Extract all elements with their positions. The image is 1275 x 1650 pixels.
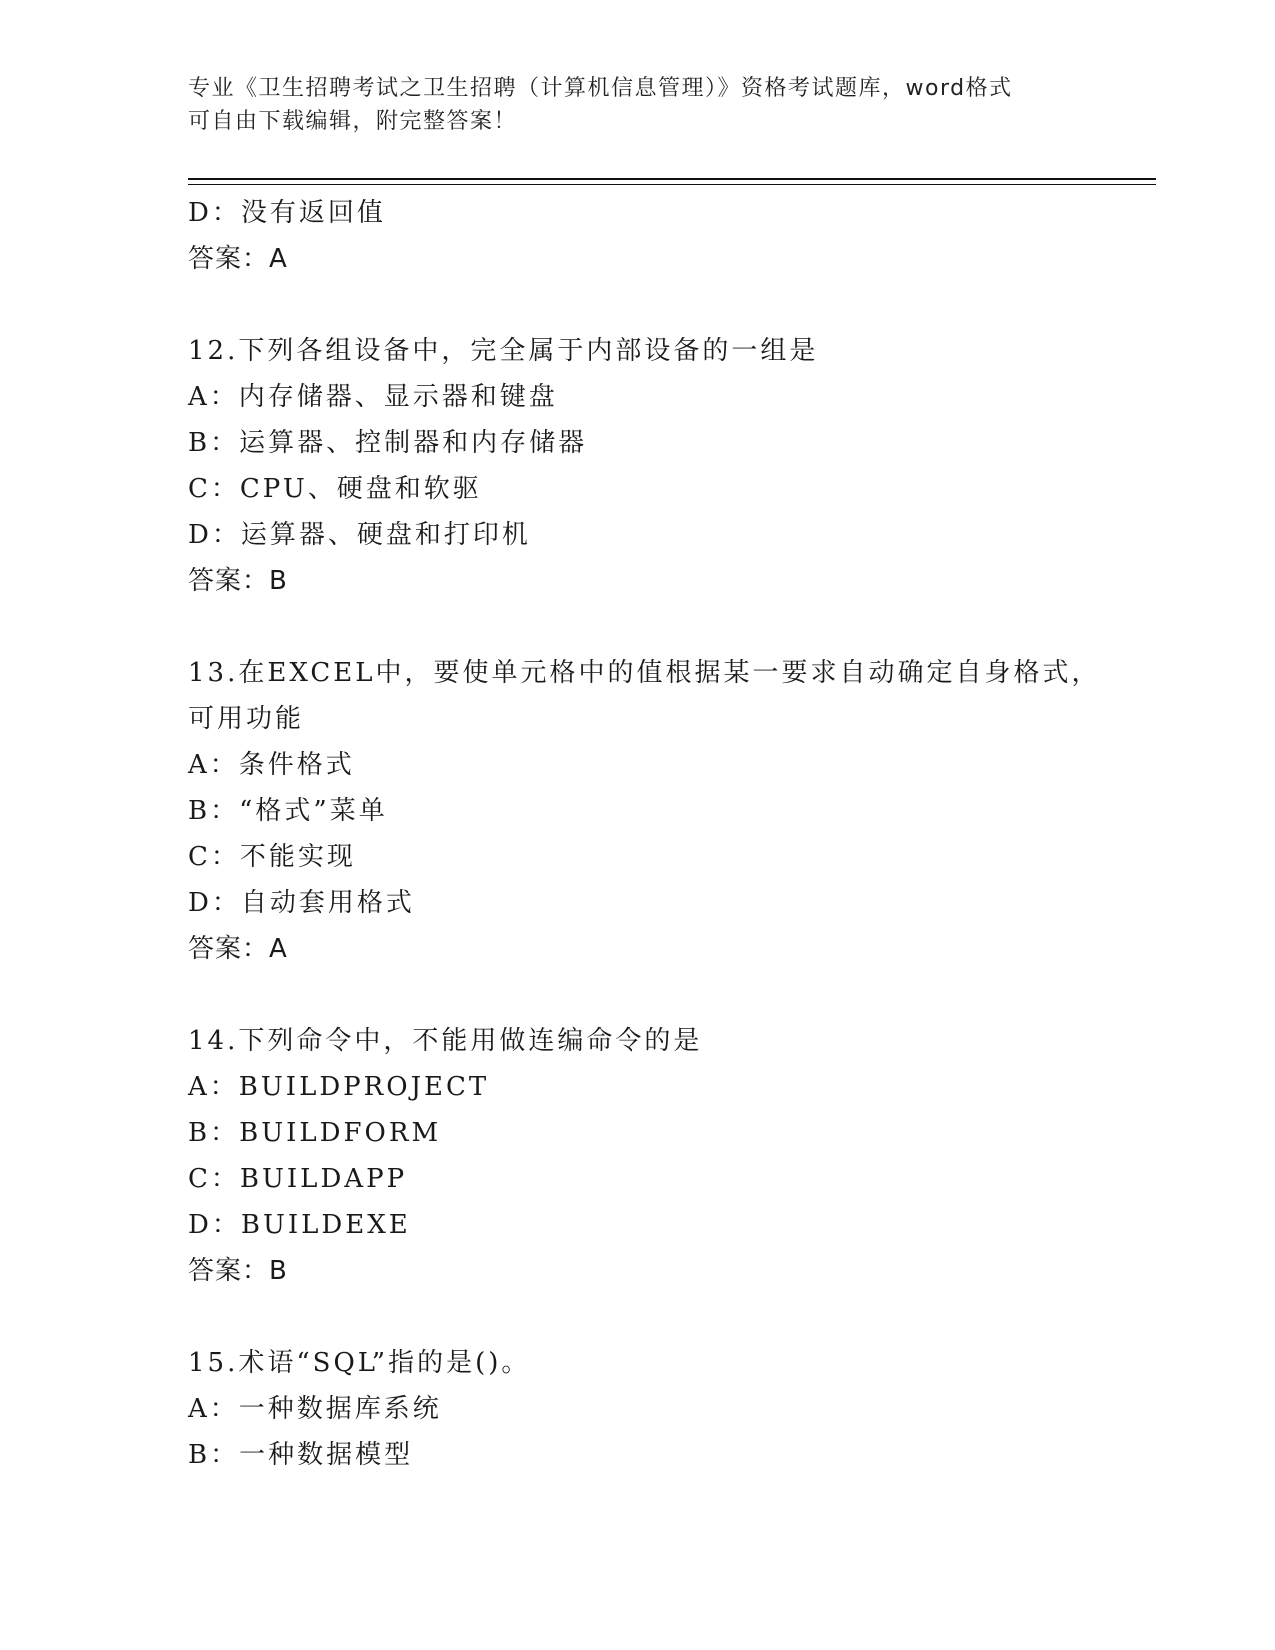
header-divider-thick [188,178,1156,180]
question-text: 12.下列各组设备中，完全属于内部设备的一组是 [188,336,819,366]
option-d: D：自动套用格式 [188,888,415,918]
option-c: C：不能实现 [188,842,356,872]
question-11 [188,190,1088,282]
header-line-2: 可自由下载编辑，附完整答案！ [188,109,518,134]
question-list [188,190,1101,1478]
option-a: A：一种数据库系统 [188,1394,442,1424]
question-12 [188,328,1088,604]
option-c: C：BUILDAPP [188,1164,408,1194]
question-text: 15.术语“SQL”指的是()。 [188,1348,531,1378]
header-line-1: 专业《卫生招聘考试之卫生招聘（计算机信息管理）》资格考试题库，word格式 [188,76,1013,101]
document-header [188,72,1088,138]
option-a: A：内存储器、显示器和键盘 [188,382,558,412]
option-c: C：CPU、硬盘和软驱 [188,474,482,504]
question-15 [188,1340,1088,1478]
spacer [188,604,1088,650]
option-a: A：BUILDPROJECT [188,1072,490,1102]
question-text-line-1: 13.在EXCEL中，要使单元格中的值根据某一要求自动确定自身格式， [188,658,1101,688]
answer: 答案：B [188,566,288,596]
question-text-line-2: 可用功能 [188,704,305,734]
option-a: A：条件格式 [188,750,355,780]
question-14 [188,1018,1088,1294]
header-divider-thin [188,184,1156,185]
question-text: 14.下列命令中，不能用做连编命令的是 [188,1026,703,1056]
option-b: B：“格式”菜单 [188,796,388,826]
spacer [188,1294,1088,1340]
option-b: B：BUILDFORM [188,1118,442,1148]
spacer [188,282,1088,328]
option-b: B：运算器、控制器和内存储器 [188,428,588,458]
option-d: D：没有返回值 [188,198,386,228]
answer: 答案：A [188,934,288,964]
option-b: B：一种数据模型 [188,1440,414,1470]
option-d: D：BUILDEXE [188,1210,411,1240]
option-d: D：运算器、硬盘和打印机 [188,520,531,550]
question-13 [188,650,1101,972]
spacer [188,972,1088,1018]
answer: 答案：B [188,1256,288,1286]
answer: 答案：A [188,244,288,274]
